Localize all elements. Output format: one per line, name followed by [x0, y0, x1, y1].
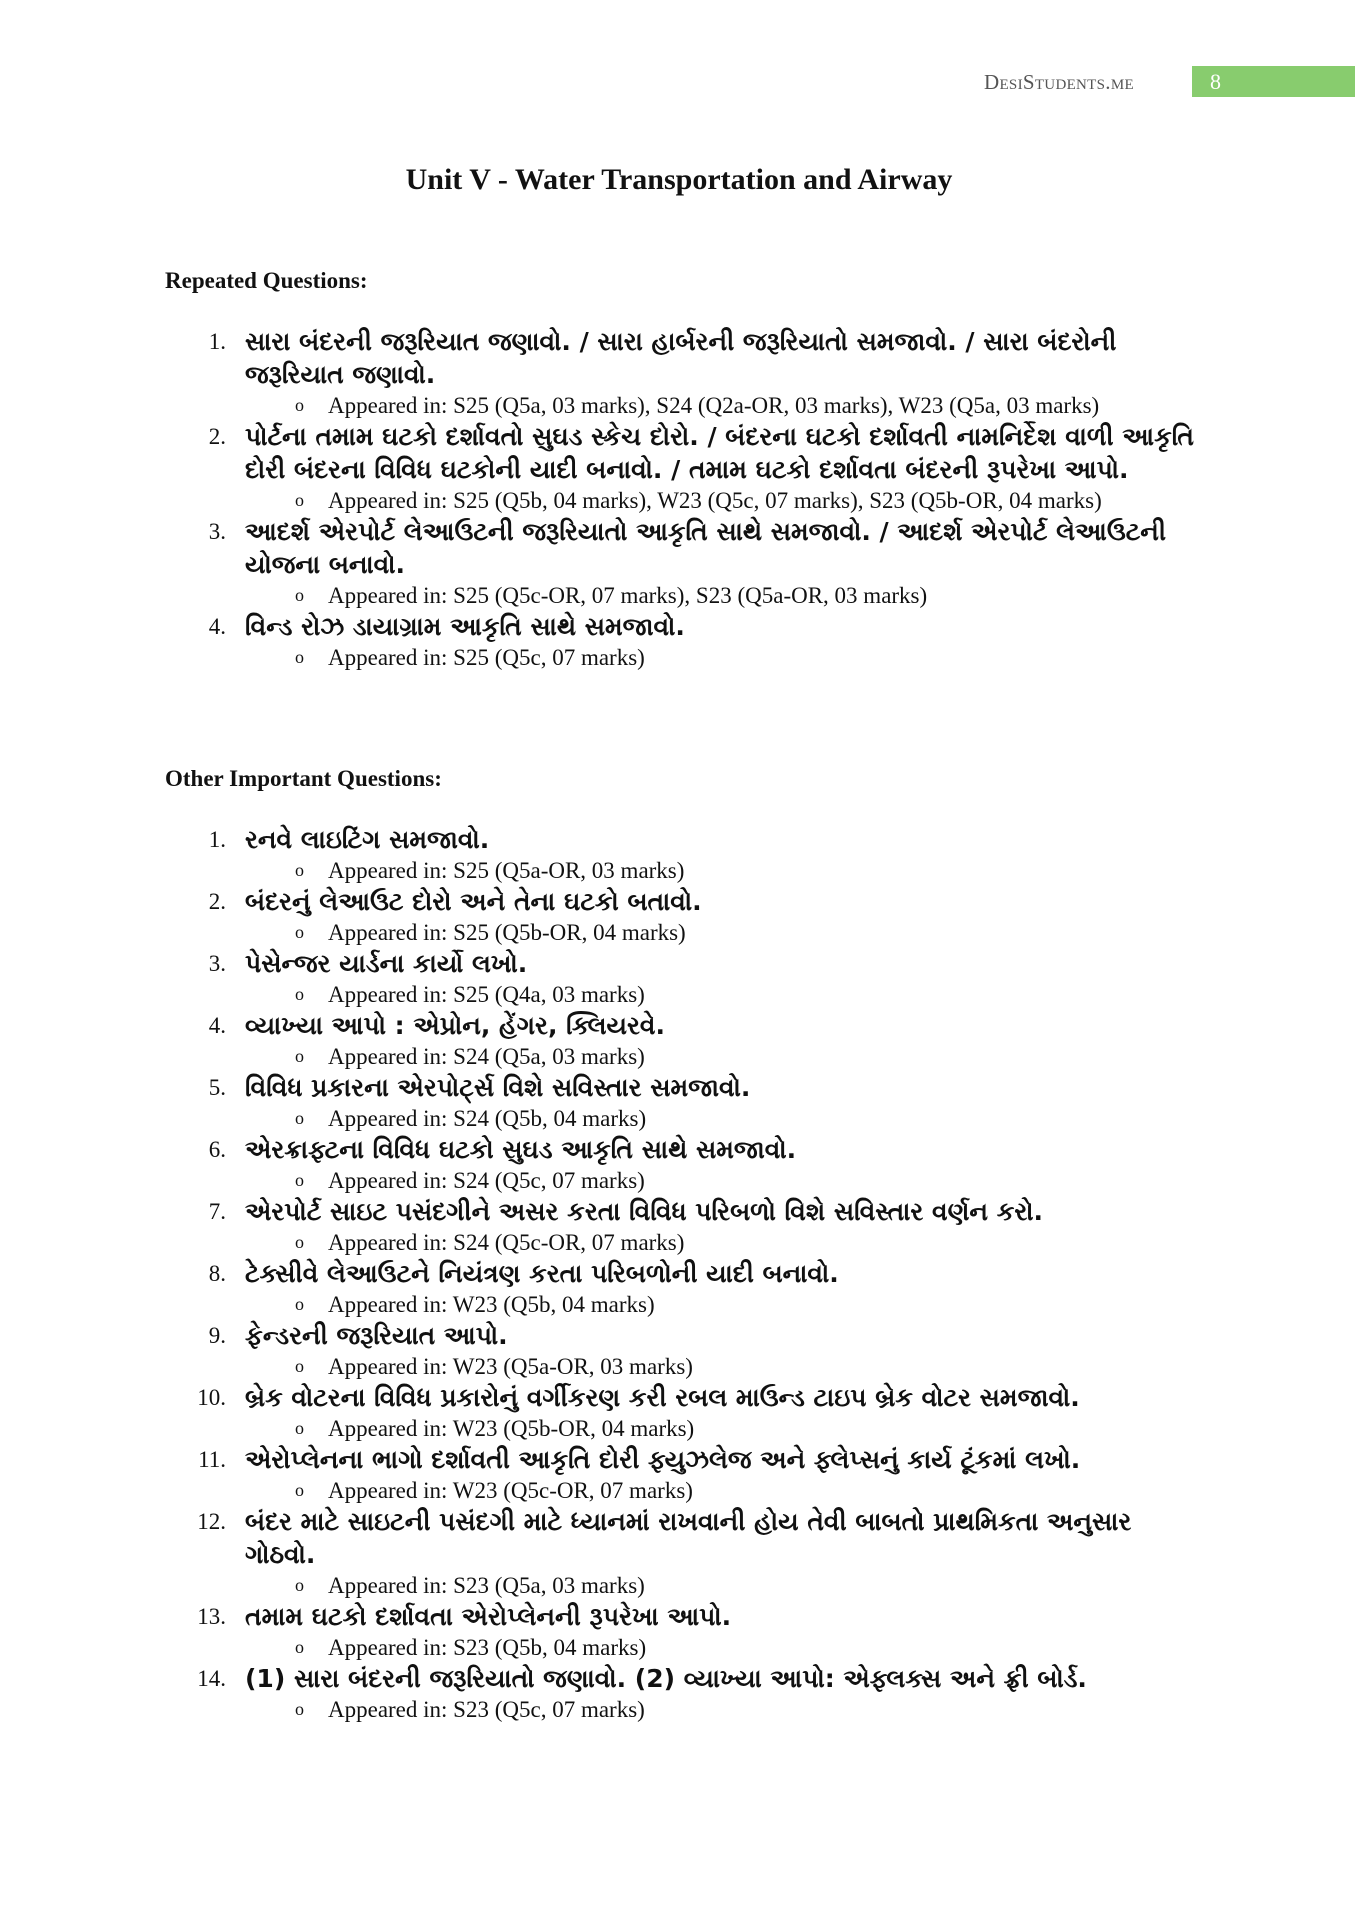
- question-text: વ્યાખ્યા આપો : એપ્રોન, હેંગર, ક્લિયરવે.: [245, 1011, 665, 1040]
- bullet-circle-icon: o: [295, 1108, 304, 1128]
- bullet-circle-icon: o: [295, 1418, 304, 1438]
- bullet-circle-icon: o: [295, 1480, 304, 1500]
- question-item: [190, 947, 1210, 1009]
- appeared-in: [245, 1633, 1210, 1662]
- question-number: 2.: [208, 424, 226, 449]
- appeared-in-text: Appeared in: S25 (Q5a-OR, 03 marks): [328, 858, 685, 883]
- question-item: [190, 823, 1210, 885]
- repeated-questions-list: [190, 325, 1210, 672]
- question-text: એરપોર્ટ સાઇટ પસંદગીને અસર કરતા વિવિધ પરિબળો વિશે સવિસ્તાર વર્ણન કરો.: [245, 1197, 1044, 1226]
- question-number: 14.: [197, 1666, 226, 1691]
- question-text: રનવે લાઇટિંગ સમજાવો.: [245, 825, 490, 854]
- question-text: બ્રેક વોટરના વિવિધ પ્રકારોનું વર્ગીકરણ કરી રબલ માઉન્ડ ટાઇપ બ્રેક વોટર સમજાવો.: [245, 1383, 1080, 1412]
- appeared-in: [245, 1352, 1210, 1381]
- question-number: 3.: [208, 951, 226, 976]
- appeared-in: [245, 856, 1210, 885]
- appeared-in-text: Appeared in: W23 (Q5a-OR, 03 marks): [328, 1354, 693, 1379]
- question-number: 2.: [208, 889, 226, 914]
- question-number: 4.: [208, 1013, 226, 1038]
- question-text: સારા બંદરની જરૂરિયાત જણાવો. / સારા હાર્બરની જરૂરિયાતો સમજાવો. / સારા બંદરોની જરૂરિયાત જણાવો.: [245, 327, 1117, 389]
- question-item: [190, 1600, 1210, 1662]
- question-item: [190, 1443, 1210, 1505]
- appeared-in: [245, 1414, 1210, 1443]
- question-item: [190, 515, 1210, 610]
- site-name: DesiStudents.me: [984, 70, 1134, 94]
- appeared-in-text: Appeared in: S23 (Q5c, 07 marks): [328, 1697, 645, 1722]
- bullet-circle-icon: o: [295, 1294, 304, 1314]
- question-number: 8.: [208, 1261, 226, 1286]
- appeared-in: [245, 980, 1210, 1009]
- question-text: પોર્ટના તમામ ઘટકો દર્શાવતો સુઘડ સ્કેચ દોરો. / બંદરના ઘટકો દર્શાવતી નામનિર્દેશ વાળી આકૃતિ દોરી બંદરના વિવિધ ઘટકોની યાદી બનાવો. / તમામ ઘટકો દર્શાવતા બંદરની રૂપરેખા આપો.: [245, 422, 1194, 484]
- question-text: વિવિધ પ્રકારના એરપોર્ટ્સ વિશે સવિસ્તાર સમજાવો.: [245, 1073, 751, 1102]
- bullet-circle-icon: o: [295, 1170, 304, 1190]
- appeared-in-text: Appeared in: S25 (Q5b, 04 marks), W23 (Q5c, 07 marks), S23 (Q5b-OR, 04 marks): [328, 488, 1102, 513]
- appeared-in: [245, 918, 1210, 947]
- question-number: 1.: [208, 329, 226, 354]
- appeared-in: [245, 1228, 1210, 1257]
- question-text: (1) સારા બંદરની જરૂરિયાતો જણાવો. (2) વ્યાખ્યા આપો: એફ્લક્સ અને ફ્રી બોર્ડ.: [245, 1664, 1087, 1693]
- bullet-circle-icon: o: [295, 984, 304, 1004]
- appeared-in-text: Appeared in: S25 (Q5a, 03 marks), S24 (Q2a-OR, 03 marks), W23 (Q5a, 03 marks): [328, 393, 1100, 418]
- question-number: 3.: [208, 519, 226, 544]
- question-item: [190, 1195, 1210, 1257]
- question-number: 11.: [198, 1447, 226, 1472]
- bullet-circle-icon: o: [295, 647, 304, 667]
- question-item: [190, 610, 1210, 672]
- question-item: [190, 1257, 1210, 1319]
- question-text: પેસેન્જર યાર્ડના કાર્યો લખો.: [245, 949, 528, 978]
- appeared-in-text: Appeared in: S25 (Q4a, 03 marks): [328, 982, 645, 1007]
- question-number: 5.: [208, 1075, 226, 1100]
- page-title: Unit V - Water Transportation and Airway: [405, 163, 953, 196]
- question-number: 1.: [208, 827, 226, 852]
- question-text: વિન્ડ રોઝ ડાયાગ્રામ આકૃતિ સાથે સમજાવો.: [245, 612, 685, 641]
- question-item: [190, 1009, 1210, 1071]
- question-number: 4.: [208, 614, 226, 639]
- appeared-in: [245, 391, 1210, 420]
- question-number: 6.: [208, 1137, 226, 1162]
- appeared-in-text: Appeared in: S24 (Q5c-OR, 07 marks): [328, 1230, 685, 1255]
- question-number: 10.: [197, 1385, 226, 1410]
- repeated-questions-heading: Repeated Questions:: [165, 268, 368, 293]
- appeared-in-text: Appeared in: S23 (Q5a, 03 marks): [328, 1573, 645, 1598]
- question-number: 13.: [197, 1604, 226, 1629]
- appeared-in-text: Appeared in: W23 (Q5b-OR, 04 marks): [328, 1416, 695, 1441]
- question-text: ફેન્ડરની જરૂરિયાત આપો.: [245, 1321, 508, 1350]
- appeared-in: [245, 643, 1210, 672]
- appeared-in: [245, 1042, 1210, 1071]
- bullet-circle-icon: o: [295, 860, 304, 880]
- question-item: [190, 1505, 1210, 1600]
- appeared-in-text: Appeared in: W23 (Q5b, 04 marks): [328, 1292, 655, 1317]
- question-text: ટેક્સીવે લેઆઉટને નિયંત્રણ કરતા પરિબળોની યાદી બનાવો.: [245, 1259, 839, 1288]
- question-item: [190, 1381, 1210, 1443]
- bullet-circle-icon: o: [295, 1232, 304, 1252]
- appeared-in: [245, 1476, 1210, 1505]
- other-questions-list: [190, 823, 1210, 1724]
- page-number-box: [1192, 66, 1355, 97]
- bullet-circle-icon: o: [295, 1046, 304, 1066]
- question-number: 12.: [197, 1509, 226, 1534]
- appeared-in-text: Appeared in: S24 (Q5c, 07 marks): [328, 1168, 645, 1193]
- appeared-in: [245, 1695, 1210, 1724]
- question-item: [190, 1071, 1210, 1133]
- appeared-in: [245, 1166, 1210, 1195]
- appeared-in-text: Appeared in: S25 (Q5c, 07 marks): [328, 645, 645, 670]
- appeared-in: [245, 1290, 1210, 1319]
- bullet-circle-icon: o: [295, 922, 304, 942]
- question-text: બંદર માટે સાઇટની પસંદગી માટે ધ્યાનમાં રાખવાની હોય તેવી બાબતો પ્રાથમિકતા અનુસાર ગોઠવો.: [245, 1507, 1132, 1569]
- appeared-in-text: Appeared in: S25 (Q5b-OR, 04 marks): [328, 920, 686, 945]
- question-text: એરોપ્લેનના ભાગો દર્શાવતી આકૃતિ દોરી ફ્યુઝલેજ અને ફ્લેપ્સનું કાર્ય ટૂંકમાં લખો.: [245, 1445, 1081, 1474]
- bullet-circle-icon: o: [295, 1356, 304, 1376]
- page-number: 8: [1210, 69, 1221, 94]
- question-text: બંદરનું લેઆઉટ દોરો અને તેના ઘટકો બતાવો.: [245, 887, 702, 916]
- appeared-in: [245, 1571, 1210, 1600]
- bullet-circle-icon: o: [295, 490, 304, 510]
- question-text: આદર્શ એરપોર્ટ લેઆઉટની જરૂરિયાતો આકૃતિ સાથે સમજાવો. / આદર્શ એરપોર્ટ લેઆઉટની યોજના બનાવો.: [245, 517, 1167, 579]
- question-item: [190, 325, 1210, 420]
- question-item: [190, 1133, 1210, 1195]
- bullet-circle-icon: o: [295, 395, 304, 415]
- appeared-in: [245, 581, 1210, 610]
- appeared-in-text: Appeared in: S24 (Q5b, 04 marks): [328, 1106, 647, 1131]
- bullet-circle-icon: o: [295, 1637, 304, 1657]
- bullet-circle-icon: o: [295, 1575, 304, 1595]
- appeared-in-text: Appeared in: S25 (Q5c-OR, 07 marks), S23 (Q5a-OR, 03 marks): [328, 583, 928, 608]
- appeared-in: [245, 486, 1210, 515]
- appeared-in-text: Appeared in: S23 (Q5b, 04 marks): [328, 1635, 647, 1660]
- question-item: [190, 1662, 1210, 1724]
- question-text: એરક્રાફ્ટના વિવિધ ઘટકો સુઘડ આકૃતિ સાથે સમજાવો.: [245, 1135, 797, 1164]
- bullet-circle-icon: o: [295, 585, 304, 605]
- other-questions-heading: Other Important Questions:: [165, 766, 442, 791]
- bullet-circle-icon: o: [295, 1699, 304, 1719]
- appeared-in-text: Appeared in: S24 (Q5a, 03 marks): [328, 1044, 645, 1069]
- question-item: [190, 420, 1210, 515]
- question-item: [190, 1319, 1210, 1381]
- question-item: [190, 885, 1210, 947]
- question-number: 7.: [208, 1199, 226, 1224]
- appeared-in: [245, 1104, 1210, 1133]
- appeared-in-text: Appeared in: W23 (Q5c-OR, 07 marks): [328, 1478, 693, 1503]
- question-text: તમામ ઘટકો દર્શાવતા એરોપ્લેનની રૂપરેખા આપો.: [245, 1602, 732, 1631]
- question-number: 9.: [208, 1323, 226, 1348]
